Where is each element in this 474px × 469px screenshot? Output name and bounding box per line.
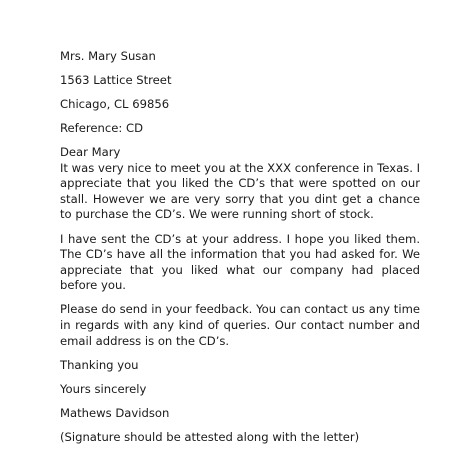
reference-line: Reference: CD — [60, 120, 143, 135]
sender-name: Mathews Davidson — [60, 405, 170, 420]
paragraph-3: Please do send in your feedback. You can contact us any time in regards with any kind of queries. Our contact number and email address is on the CD’s. — [60, 302, 420, 348]
closing-line: Yours sincerely — [60, 381, 147, 396]
page-bottom-edge — [0, 459, 474, 469]
paragraph-2: I have sent the CD’s at your address. I hope you liked them. The CD’s have all the information that you had asked for. We appreciate that you liked what our company had placed before you. — [60, 231, 420, 293]
salutation: Dear Mary — [60, 144, 121, 159]
address-line-1: 1563 Lattice Street — [60, 72, 172, 87]
letter-body — [60, 49, 420, 445]
paragraph-1: It was very nice to meet you at the XXX conference in Texas. I appreciate that you liked the CD’s that were spotted on our stall. However we are very sorry that you dint get a chance to purchase the CD’s. We were running short of stock. — [60, 160, 420, 222]
signature-note: (Signature should be attested along with the letter) — [60, 429, 360, 444]
recipient-name: Mrs. Mary Susan — [60, 49, 156, 63]
thanking-line: Thanking you — [60, 357, 139, 372]
address-line-2: Chicago, CL 69856 — [60, 96, 170, 111]
